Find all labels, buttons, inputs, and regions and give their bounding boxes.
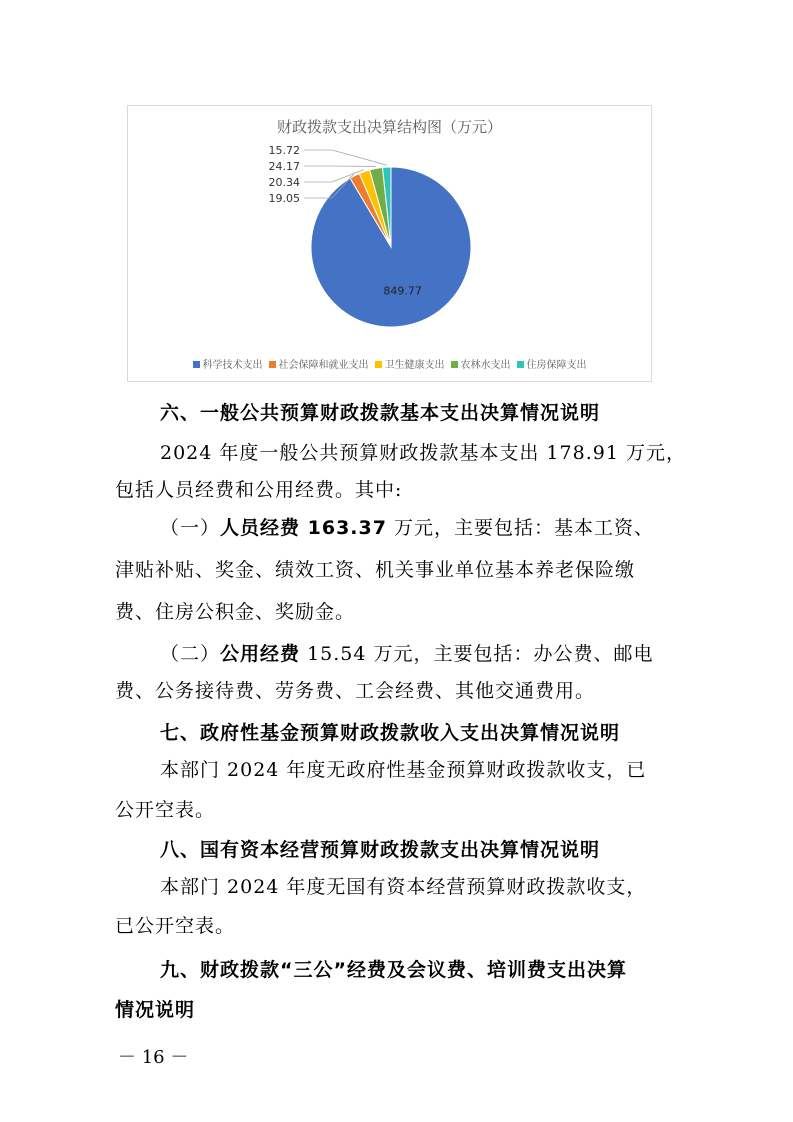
legend-label: 科学技术支出 — [202, 360, 263, 371]
legend-swatch — [451, 361, 458, 368]
paragraph: 费、公务接待费、劳务费、工会经费、其他交通费用。 — [115, 680, 596, 702]
text: 15.54 万元，主要包括：办公费、邮电 — [300, 643, 654, 665]
legend-swatch — [517, 361, 524, 368]
bold-text: 公用经费 — [220, 643, 301, 665]
data-label-2: 20.34 — [268, 176, 300, 189]
paragraph — [160, 642, 720, 666]
legend-label: 社会保障和就业支出 — [278, 360, 369, 371]
pie-chart — [127, 105, 652, 382]
heading-7: 七、政府性基金预算财政拨款收入支出决算情况说明 — [160, 722, 621, 744]
heading-9-cont: 情况说明 — [115, 999, 196, 1021]
data-label-3: 24.17 — [268, 160, 300, 173]
legend-item — [451, 356, 511, 371]
text: 万元，主要包括：基本工资、 — [386, 517, 654, 539]
chart-legend — [128, 356, 651, 371]
heading-9: 九、财政拨款“三公”经费及会议费、培训费支出决算 — [160, 959, 627, 981]
legend-item — [375, 356, 445, 371]
heading-8: 八、国有资本经营预算财政拨款支出决算情况说明 — [160, 839, 601, 861]
paragraph: 津贴补贴、奖金、绩效工资、机关事业单位基本养老保险缴 — [115, 559, 636, 581]
legend-label: 卫生健康支出 — [384, 360, 445, 371]
paragraph — [160, 516, 720, 540]
legend-label: 农林水支出 — [460, 360, 511, 371]
text: （二） — [160, 643, 221, 665]
paragraph: 公开空表。 — [115, 799, 216, 821]
legend-swatch — [193, 361, 200, 368]
data-label-0: 849.77 — [383, 284, 422, 298]
paragraph: 费、住房公积金、奖励金。 — [115, 601, 356, 623]
legend-swatch — [269, 361, 276, 368]
data-label-1: 19.05 — [268, 192, 300, 205]
chart-title: 财政拨款支出决算结构图（万元） — [276, 118, 502, 136]
paragraph: 包括人员经费和公用经费。其中: — [115, 479, 403, 501]
paragraph: 本部门 2024 年度无政府性基金预算财政拨款收支，已 — [160, 759, 647, 781]
heading-6: 六、一般公共预算财政拨款基本支出决算情况说明 — [160, 402, 601, 424]
legend-label: 住房保障支出 — [526, 360, 587, 371]
leader-line-4 — [304, 150, 387, 165]
page-number: － 16 － — [118, 1047, 189, 1068]
paragraph: 2024 年度一般公共预算财政拨款基本支出 178.91 万元， — [160, 442, 686, 464]
legend-swatch — [375, 361, 382, 368]
legend-item — [269, 356, 369, 371]
data-label-4: 15.72 — [268, 144, 300, 157]
paragraph: 本部门 2024 年度无国有资本经营预算财政拨款收支， — [160, 876, 647, 898]
legend-item — [193, 356, 263, 371]
legend-item — [517, 356, 587, 371]
text: （一） — [160, 517, 221, 539]
bold-text: 人员经费 163.37 — [220, 517, 387, 539]
pie-svg — [128, 106, 653, 383]
paragraph: 已公开空表。 — [115, 915, 236, 937]
